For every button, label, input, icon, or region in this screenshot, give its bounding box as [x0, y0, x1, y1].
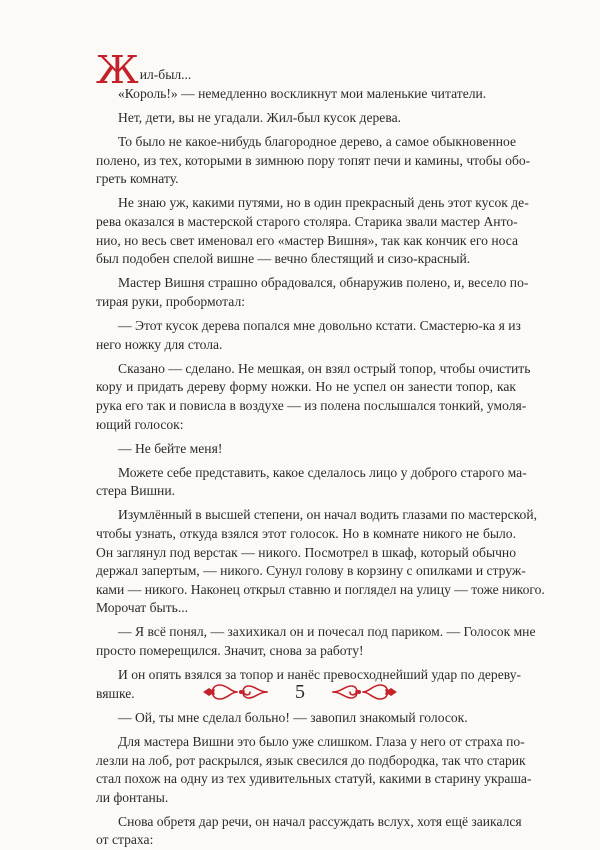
text-line	[96, 85, 516, 104]
text-line	[96, 831, 516, 850]
text-line	[96, 581, 545, 600]
text-line	[96, 336, 516, 355]
text-line	[96, 464, 527, 483]
drop-cap: Ж	[96, 48, 139, 92]
text-line	[96, 152, 531, 171]
right-ornament-icon	[331, 679, 399, 705]
text-line	[96, 170, 516, 189]
text-line-content: ли фонтаны.	[96, 789, 169, 805]
text-line-content: «Король!» — немедленно воскликнут мои маленькие читатели.	[118, 86, 487, 101]
text-line-content: нио, но весь свет именовал его «мастер Вишня», так как кончик его носа	[96, 232, 518, 248]
text-line-content: Можете себе представить, какое сделалось лицо у доброго старого ма-	[118, 464, 527, 480]
text-line-content: И он опять взялся за топор и нанёс превосходнейший удар по дереву-	[118, 667, 522, 683]
text-line	[96, 416, 516, 435]
page-number: 5	[295, 680, 305, 703]
text-line	[96, 733, 525, 752]
text-line	[96, 813, 522, 832]
text-line-content: ками — никого. Наконец открыл ставню и поглядел на улицу — тоже никого.	[96, 581, 545, 597]
text-line-content: Сказано — сделано. Не мешкая, он взял острый топор, чтобы очистить	[118, 360, 531, 376]
text-line-content: вяшке.	[96, 685, 135, 701]
text-line	[96, 562, 526, 581]
text-line	[96, 317, 521, 336]
text-line-content: Снова обретя дар речи, он начал рассуждать вслух, хотя ещё заикался	[118, 813, 522, 829]
text-line-content: — Не бейте меня!	[118, 440, 223, 456]
text-line-content: рука его так и повисла в воздухе — из полена послышался тонкий, умоля-	[96, 397, 527, 413]
body-text	[96, 48, 545, 850]
text-line-content: Морочат быть...	[96, 600, 189, 616]
left-ornament-icon	[201, 679, 269, 705]
text-line-content: Изумлённый в высшей степени, он начал водить глазами по мастерской,	[118, 507, 538, 523]
text-line-content: чтобы узнать, откуда взялся этот голосок. Но в комнате никого не было.	[96, 525, 516, 541]
text-line-content: стера Вишни.	[96, 483, 175, 499]
text-line	[96, 482, 516, 501]
text-line	[96, 274, 529, 293]
text-line-content: — Этот кусок дерева попался мне довольно кстати. Смастерю-ка я из	[118, 318, 521, 334]
text-line-content: держал запертым, — никого. Сунул голову в корзину с опилками и струж-	[96, 563, 526, 579]
text-line	[96, 544, 516, 563]
text-line	[96, 109, 516, 128]
text-line-content: Он заглянул под верстак — никого. Посмотрел в шкаф, который обычно	[96, 544, 516, 560]
text-line	[96, 525, 516, 544]
text-line	[96, 360, 531, 379]
text-line-content: рева оказался в мастерской старого столяра. Старика звали мастер Анто-	[96, 214, 518, 230]
text-line	[96, 397, 527, 416]
text-line-content: Нет, дети, вы не угадали. Жил-был кусок дерева.	[118, 110, 402, 126]
text-line	[96, 378, 516, 397]
text-line-content: него ножку для стола.	[96, 336, 223, 352]
text-line	[96, 232, 516, 251]
text-line	[96, 440, 516, 459]
text-line-content: греть комнату.	[96, 171, 179, 187]
text-line-content: — Я всё понял, — захихикал он и почесал под париком. — Голосок мне	[118, 624, 536, 640]
text-line-content: лезли на лоб, рот раскрылся, язык свесился до подбородка, так что старик	[96, 752, 526, 768]
text-line-content: ющий голосок:	[96, 416, 184, 432]
text-line-content: тирая руки, пробормотал:	[96, 293, 246, 309]
text-line	[96, 293, 516, 312]
text-line	[96, 789, 516, 808]
text-line-content: от страха:	[96, 832, 154, 848]
text-line	[96, 194, 529, 213]
text-line-content: полено, из тех, которыми в зимнюю пору топят печи и камины, чтобы обо-	[96, 152, 531, 168]
text-line-content: То было не какое-нибудь благородное дерево, а самое обыкновенное	[118, 134, 516, 150]
text-line-content: — Ой, ты мне сделал больно! — завопил знакомый голосок.	[118, 709, 468, 725]
text-line-content: Для мастера Вишни это было уже слишком. Глаза у него от страха по-	[118, 733, 525, 749]
text-line	[96, 642, 516, 661]
text-line-content: кору и придать дереву форму ножки. Но не успел он занести топор, как	[96, 379, 516, 395]
text-line-content: просто померещился. Значит, снова за работу!	[96, 643, 364, 659]
text-line-content: Не знаю уж, какими путями, но в один прекрасный день этот кусок де-	[118, 195, 529, 211]
text-line	[96, 752, 526, 771]
text-line	[96, 48, 516, 92]
text-line-content: Мастер Вишня страшно обрадовался, обнаружив полено, и, весело по-	[118, 275, 529, 291]
page-footer	[0, 672, 600, 712]
text-line	[96, 213, 516, 232]
text-line	[96, 250, 516, 269]
text-line	[96, 623, 536, 642]
text-line	[96, 133, 516, 152]
text-line	[96, 770, 532, 789]
text-line-content: ил-был...	[139, 67, 192, 82]
text-line-content: стал похож на одну из тех удивительных статуй, какими в старину украша-	[96, 771, 532, 787]
text-line	[96, 599, 516, 618]
text-line-content: был подобен спелой вишне — вечно блестящий и сизо-красный.	[96, 251, 471, 267]
text-line	[96, 506, 538, 525]
